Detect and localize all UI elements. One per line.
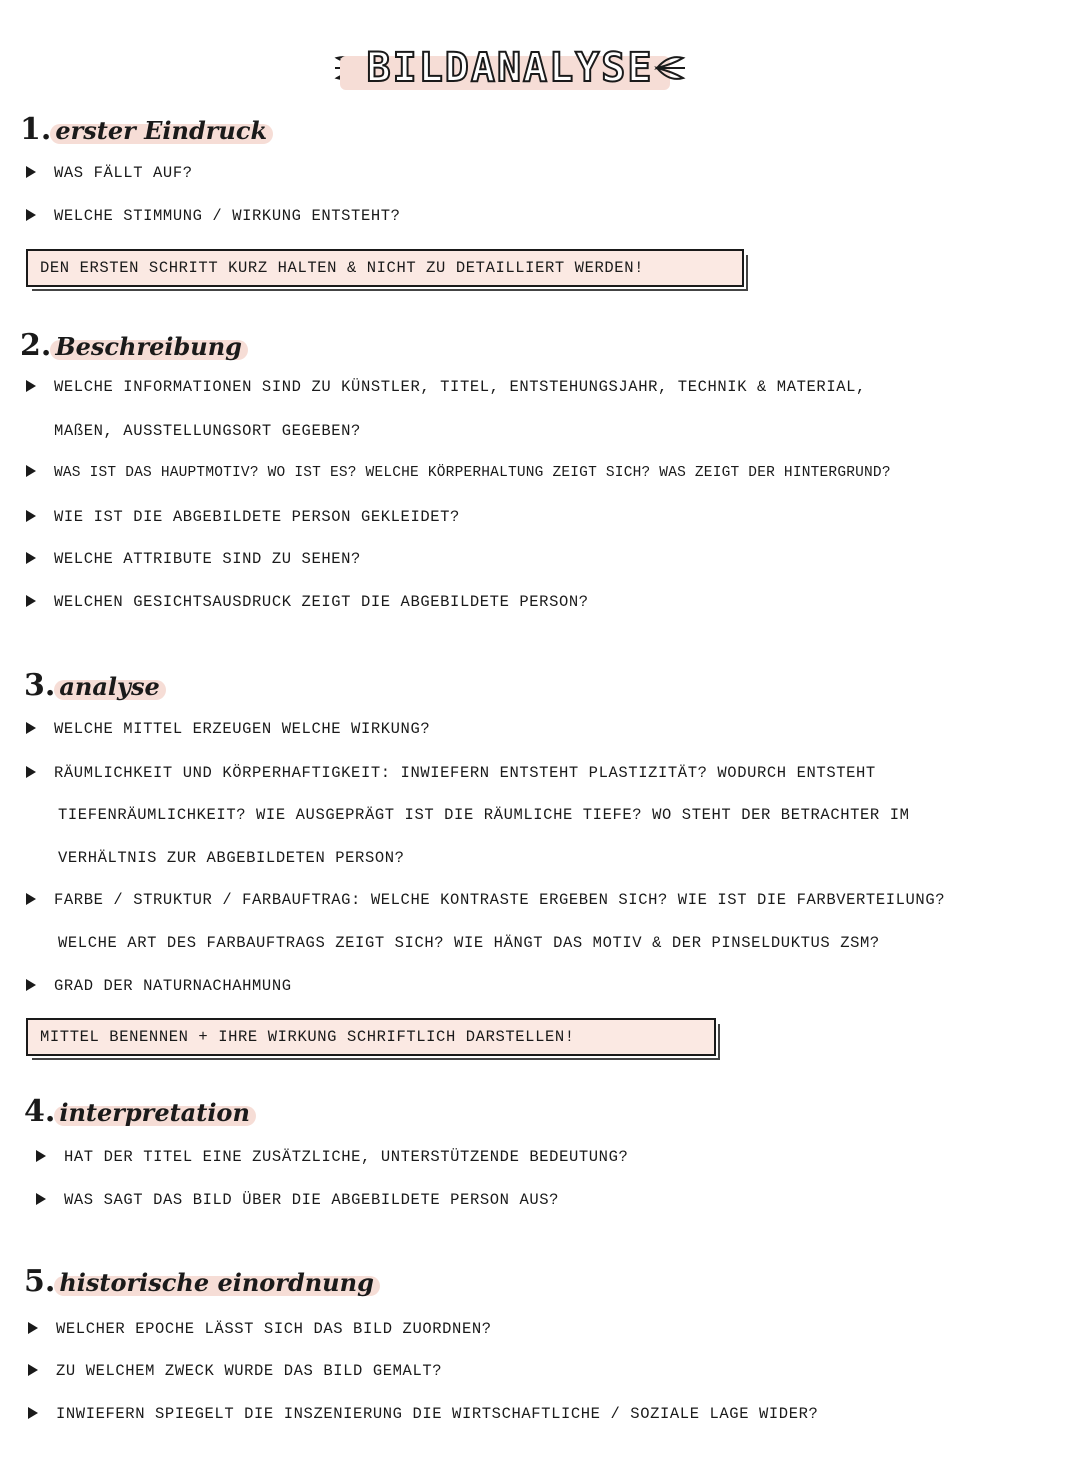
section-heading-3 — [24, 668, 160, 703]
section-title: historische einordnung — [59, 1268, 374, 1297]
list-item: WELCHE INFORMATIONEN SIND ZU KÜNSTLER, TITEL, ENTSTEHUNGSJAHR, TECHNIK & MATERIAL, — [26, 378, 866, 396]
section-heading-1 — [20, 112, 267, 147]
list-item: ZU WELCHEM ZWECK WURDE DAS BILD GEMALT? — [28, 1362, 442, 1380]
bullet-triangle-icon — [36, 1150, 46, 1162]
section-number: 4. — [24, 1094, 56, 1129]
leaf-right-icon — [653, 48, 687, 88]
bullet-triangle-icon — [28, 1322, 38, 1334]
list-item-continuation: MAßEN, AUSSTELLUNGSORT GEGEBEN? — [54, 422, 361, 440]
bullet-triangle-icon — [26, 209, 36, 221]
bullet-triangle-icon — [26, 595, 36, 607]
bullet-triangle-icon — [26, 766, 36, 778]
section-heading-2 — [20, 328, 242, 363]
bullet-triangle-icon — [28, 1407, 38, 1419]
note-box-3: MITTEL BENENNEN + IHRE WIRKUNG SCHRIFTLICH DARSTELLEN! — [26, 1018, 716, 1056]
section-heading-4 — [24, 1094, 250, 1129]
list-item-continuation: TIEFENRÄUMLICHKEIT? WIE AUSGEPRÄGT IST DIE RÄUMLICHE TIEFE? WO STEHT DER BETRACHTER IM — [58, 806, 910, 824]
list-item: WELCHE MITTEL ERZEUGEN WELCHE WIRKUNG? — [26, 720, 430, 738]
section-title: analyse — [59, 672, 160, 701]
page-title-block — [300, 38, 720, 98]
list-item: INWIEFERN SPIEGELT DIE INSZENIERUNG DIE WIRTSCHAFTLICHE / SOZIALE LAGE WIDER? — [28, 1405, 818, 1423]
list-item: WELCHE ATTRIBUTE SIND ZU SEHEN? — [26, 550, 361, 568]
bullet-triangle-icon — [28, 1364, 38, 1376]
list-item-continuation: WELCHE ART DES FARBAUFTRAGS ZEIGT SICH? WIE HÄNGT DAS MOTIV & DER PINSELDUKTUS ZSM? — [58, 934, 880, 952]
section-number: 1. — [20, 112, 52, 147]
bullet-triangle-icon — [26, 722, 36, 734]
list-item: FARBE / STRUKTUR / FARBAUFTRAG: WELCHE KONTRASTE ERGEBEN SICH? WIE IST DIE FARBVERTEILUNG? — [26, 891, 945, 909]
section-number: 3. — [24, 668, 56, 703]
list-item: WELCHEN GESICHTSAUSDRUCK ZEIGT DIE ABGEBILDETE PERSON? — [26, 593, 589, 611]
list-item: WELCHE STIMMUNG / WIRKUNG ENTSTEHT? — [26, 207, 401, 225]
page-title: BILDANALYSE — [366, 45, 654, 91]
list-item: WAS FÄLLT AUF? — [26, 164, 193, 182]
bullet-triangle-icon — [26, 465, 36, 477]
bullet-triangle-icon — [26, 979, 36, 991]
section-heading-5 — [24, 1264, 374, 1299]
section-number: 2. — [20, 328, 52, 363]
bullet-triangle-icon — [26, 380, 36, 392]
bullet-triangle-icon — [26, 510, 36, 522]
bullet-triangle-icon — [26, 166, 36, 178]
note-box-1: DEN ERSTEN SCHRITT KURZ HALTEN & NICHT ZU DETAILLIERT WERDEN! — [26, 249, 744, 287]
section-number: 5. — [24, 1264, 56, 1299]
list-item: WAS SAGT DAS BILD ÜBER DIE ABGEBILDETE PERSON AUS? — [36, 1191, 559, 1209]
list-item: WAS IST DAS HAUPTMOTIV? WO IST ES? WELCHE KÖRPERHALTUNG ZEIGT SICH? WAS ZEIGT DER HINTERGRUND? — [26, 465, 891, 481]
bullet-triangle-icon — [26, 552, 36, 564]
list-item: WIE IST DIE ABGEBILDETE PERSON GEKLEIDET? — [26, 508, 460, 526]
section-title: erster Eindruck — [55, 116, 268, 145]
list-item: RÄUMLICHKEIT UND KÖRPERHAFTIGKEIT: INWIEFERN ENTSTEHT PLASTIZITÄT? WODURCH ENTSTEHT — [26, 764, 876, 782]
list-item: HAT DER TITEL EINE ZUSÄTZLICHE, UNTERSTÜTZENDE BEDEUTUNG? — [36, 1148, 628, 1166]
list-item: GRAD DER NATURNACHAHMUNG — [26, 977, 292, 995]
list-item: WELCHER EPOCHE LÄSST SICH DAS BILD ZUORDNEN? — [28, 1320, 492, 1338]
bullet-triangle-icon — [36, 1193, 46, 1205]
list-item-continuation: VERHÄLTNIS ZUR ABGEBILDETEN PERSON? — [58, 849, 405, 867]
section-title: Beschreibung — [55, 332, 242, 361]
section-title: interpretation — [59, 1098, 250, 1127]
bullet-triangle-icon — [26, 893, 36, 905]
